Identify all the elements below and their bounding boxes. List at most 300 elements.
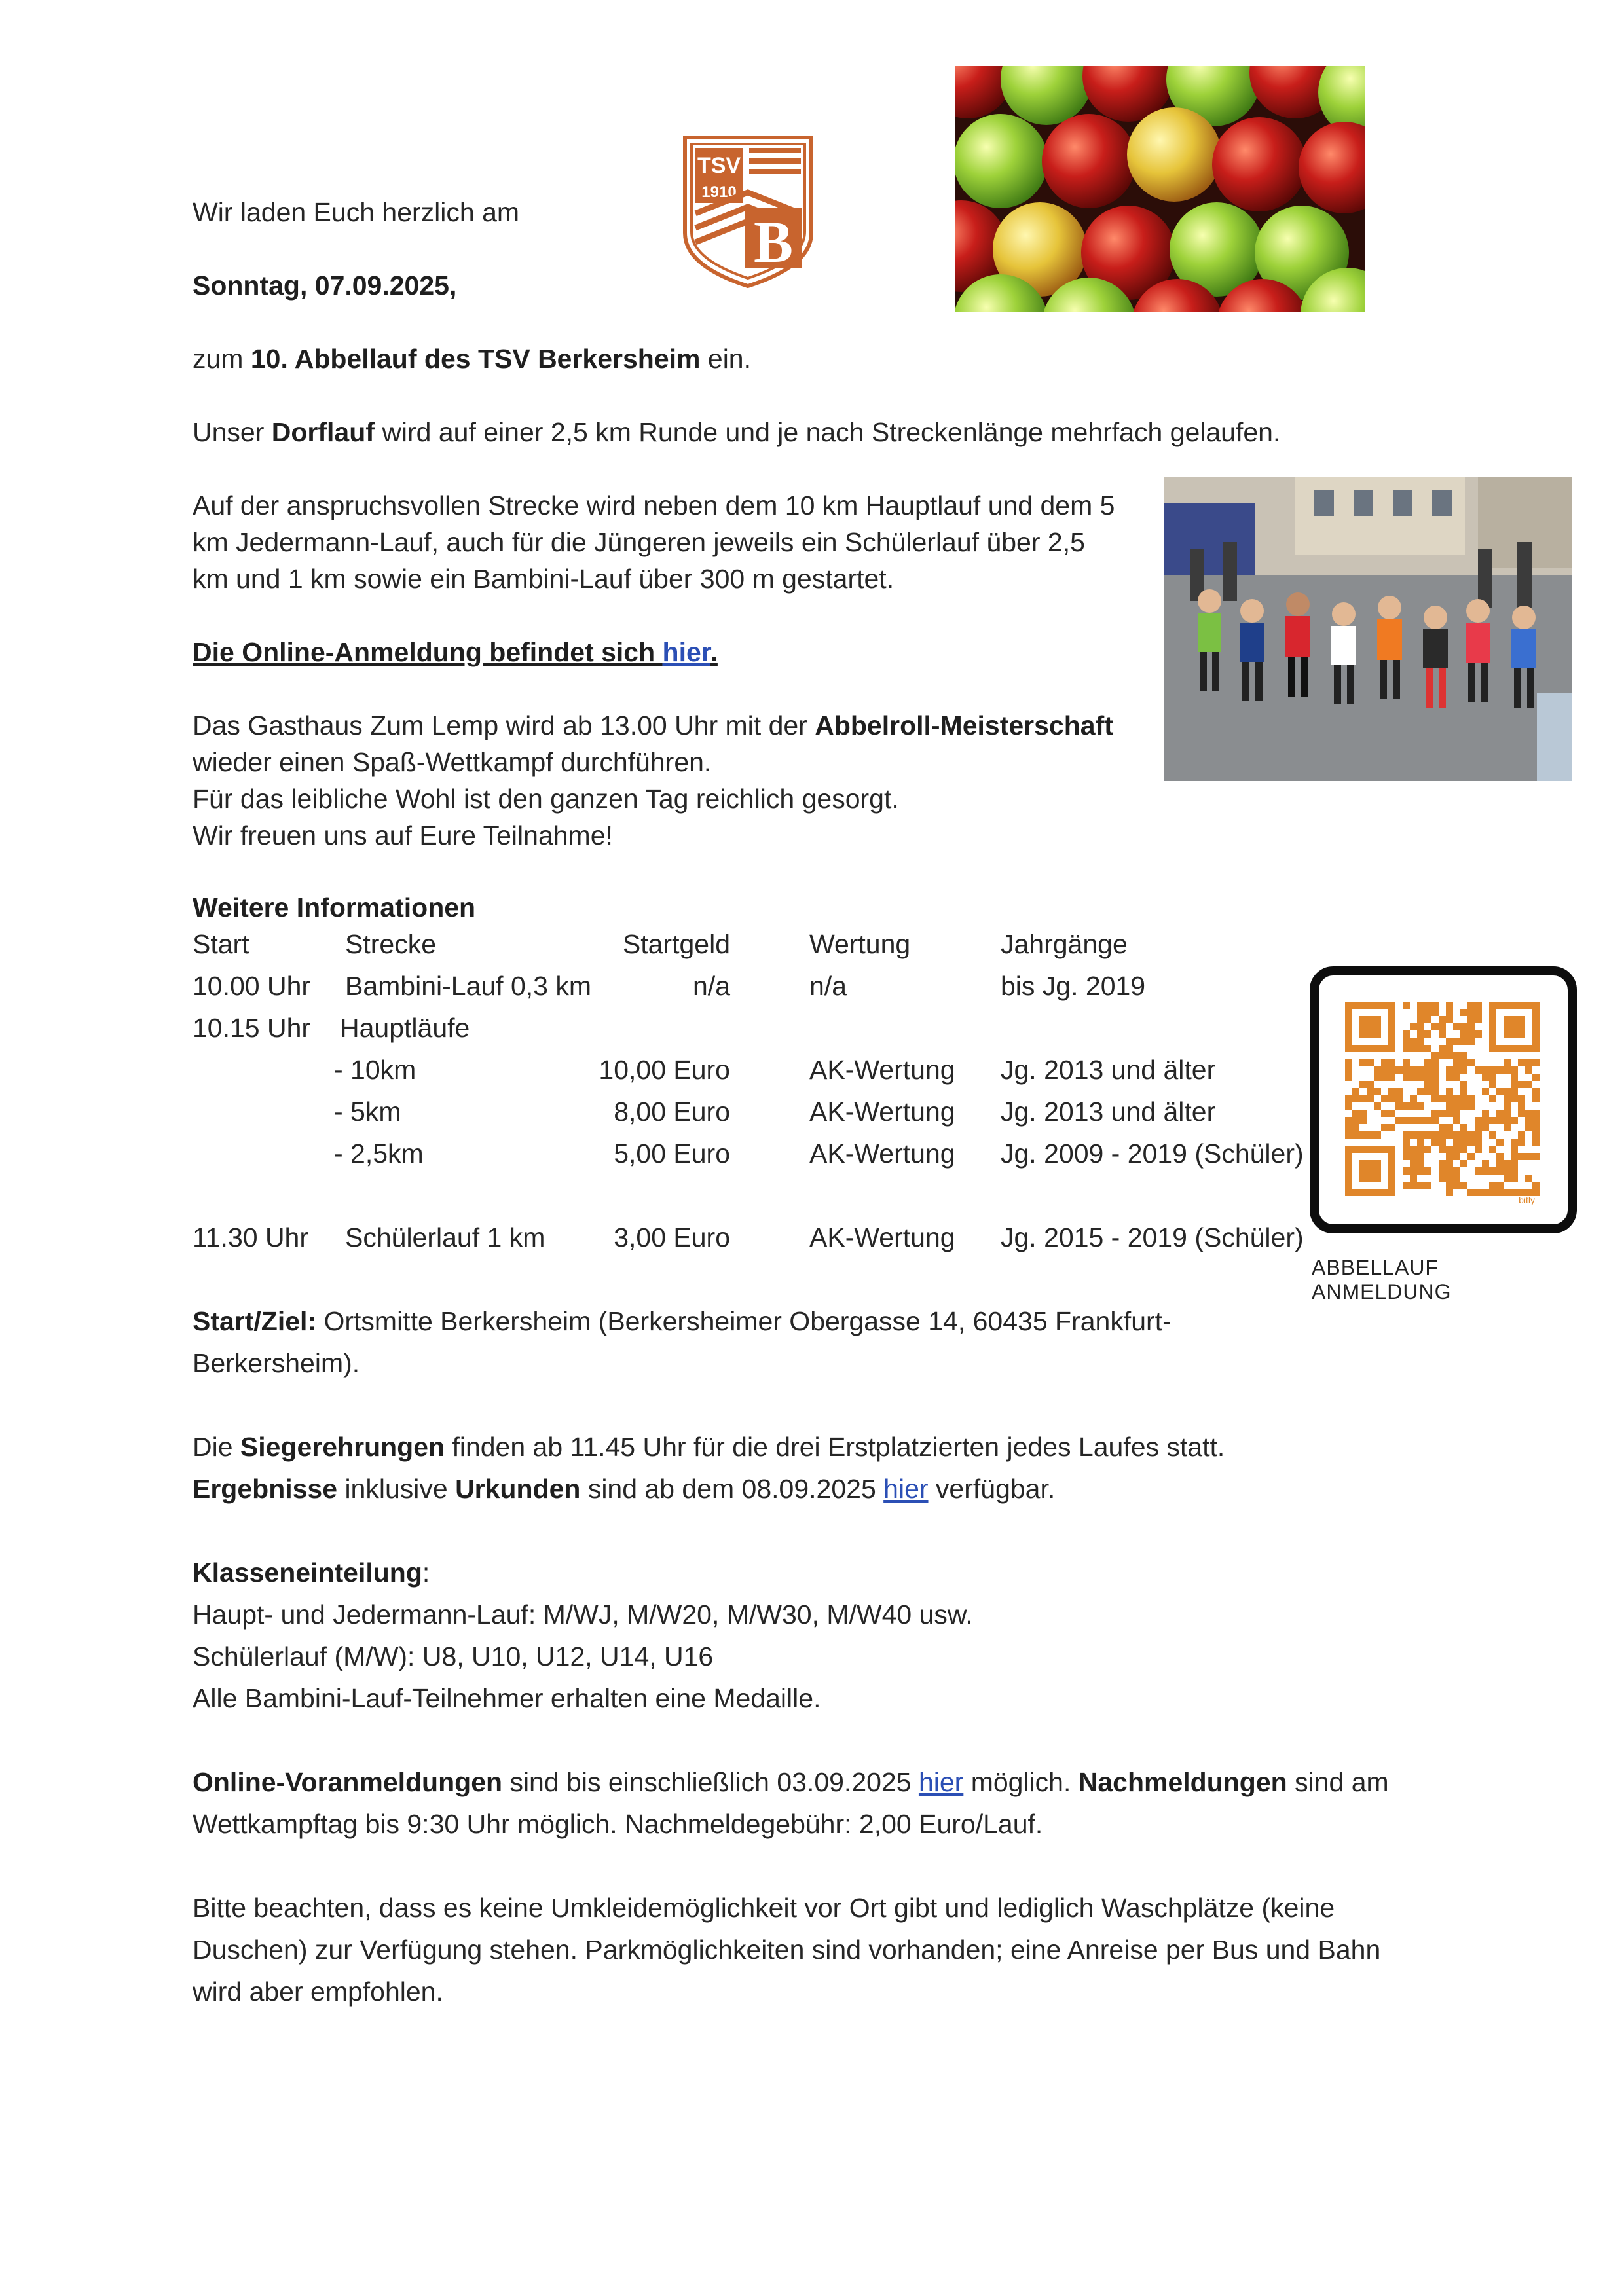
qr-module bbox=[1381, 1124, 1388, 1131]
tsv-logo bbox=[681, 135, 815, 289]
qr-module bbox=[1496, 1066, 1504, 1074]
qr-module bbox=[1403, 1045, 1410, 1052]
qr-module bbox=[1424, 1182, 1431, 1189]
logo-text-year: 1910 bbox=[701, 183, 737, 201]
qr-module bbox=[1431, 1066, 1439, 1074]
qr-module bbox=[1417, 1066, 1424, 1074]
qr-module bbox=[1439, 1175, 1446, 1182]
qr-module bbox=[1525, 1175, 1532, 1182]
qr-module bbox=[1403, 1102, 1410, 1110]
row-strecke: - 5km bbox=[334, 1097, 401, 1127]
qr-module bbox=[1431, 1074, 1439, 1081]
qr-module bbox=[1446, 1088, 1453, 1095]
col-header-wertung: Wertung bbox=[809, 929, 911, 959]
qr-module bbox=[1446, 1160, 1453, 1167]
qr-module bbox=[1482, 1074, 1489, 1081]
dorflauf-line: Unser Dorflauf wird auf einer 2,5 km Runde und je nach Streckenlänge mehrfach gelaufen. bbox=[193, 417, 1281, 447]
qr-module bbox=[1431, 1131, 1439, 1139]
qr-module bbox=[1460, 1081, 1467, 1088]
qr-module bbox=[1446, 1182, 1453, 1189]
qr-module bbox=[1453, 1102, 1460, 1110]
klassen-line-2: Schülerlauf (M/W): U8, U10, U12, U14, U16 bbox=[193, 1641, 714, 1671]
qr-module bbox=[1467, 1095, 1475, 1102]
qr-module bbox=[1518, 1059, 1525, 1066]
qr-module bbox=[1410, 1117, 1417, 1124]
qr-module bbox=[1489, 1066, 1496, 1074]
qr-module bbox=[1511, 1160, 1518, 1167]
qr-module bbox=[1475, 1016, 1482, 1023]
row-wertung: AK-Wertung bbox=[809, 1097, 955, 1127]
row-start: 11.30 Uhr bbox=[193, 1222, 309, 1252]
qr-module bbox=[1518, 1095, 1525, 1102]
qr-module bbox=[1446, 1167, 1453, 1175]
qr-module bbox=[1439, 1139, 1446, 1146]
qr-module bbox=[1511, 1175, 1518, 1182]
qr-module bbox=[1417, 1088, 1424, 1095]
qr-module bbox=[1417, 1139, 1424, 1146]
qr-module bbox=[1504, 1066, 1511, 1074]
qr-module bbox=[1439, 1023, 1446, 1030]
qr-module bbox=[1388, 1095, 1395, 1102]
qr-module bbox=[1460, 1009, 1467, 1016]
qr-module bbox=[1504, 1117, 1511, 1124]
qr-module bbox=[1446, 1045, 1453, 1052]
qr-module bbox=[1460, 1030, 1467, 1038]
qr-module bbox=[1453, 1146, 1460, 1153]
qr-module bbox=[1475, 1146, 1482, 1153]
qr-module bbox=[1467, 1030, 1475, 1038]
qr-module bbox=[1345, 1131, 1352, 1139]
qr-module bbox=[1489, 1095, 1496, 1102]
qr-module bbox=[1410, 1102, 1417, 1110]
qr-module bbox=[1460, 1102, 1467, 1110]
qr-module bbox=[1467, 1153, 1475, 1160]
qr-module bbox=[1424, 1045, 1431, 1052]
qr-module bbox=[1359, 1081, 1367, 1088]
qr-module bbox=[1431, 1052, 1439, 1059]
qr-module bbox=[1410, 1023, 1417, 1030]
qr-module bbox=[1475, 1030, 1482, 1038]
qr-module bbox=[1381, 1066, 1388, 1074]
row-wertung: AK-Wertung bbox=[809, 1139, 955, 1169]
qr-module bbox=[1467, 1139, 1475, 1146]
qr-module bbox=[1511, 1066, 1518, 1074]
qr-module bbox=[1489, 1189, 1496, 1196]
row-start: 10.00 Uhr bbox=[193, 971, 311, 1001]
qr-module bbox=[1388, 1059, 1395, 1066]
qr-module bbox=[1518, 1153, 1525, 1160]
row-startgeld: 3,00 Euro bbox=[614, 1222, 730, 1252]
logo-letter: B bbox=[753, 210, 794, 275]
qr-module bbox=[1417, 1074, 1424, 1081]
qr-module bbox=[1511, 1081, 1518, 1088]
qr-module bbox=[1453, 1175, 1460, 1182]
qr-module bbox=[1439, 1095, 1446, 1102]
qr-module bbox=[1410, 1146, 1417, 1153]
qr-module bbox=[1446, 1189, 1453, 1196]
qr-module bbox=[1496, 1153, 1504, 1160]
qr-module bbox=[1446, 1146, 1453, 1153]
row-wertung: n/a bbox=[809, 971, 847, 1001]
qr-module bbox=[1403, 1117, 1410, 1124]
qr-module bbox=[1446, 1009, 1453, 1016]
qr-module bbox=[1345, 1059, 1352, 1066]
qr-module bbox=[1467, 1059, 1475, 1066]
qr-module bbox=[1431, 1117, 1439, 1124]
qr-module bbox=[1482, 1066, 1489, 1074]
qr-module bbox=[1431, 1059, 1439, 1066]
qr-module bbox=[1475, 1117, 1482, 1124]
qr-module bbox=[1367, 1131, 1374, 1139]
qr-module bbox=[1431, 1023, 1439, 1030]
qr-module bbox=[1367, 1059, 1374, 1066]
qr-module bbox=[1482, 1160, 1489, 1167]
qr-module bbox=[1431, 1139, 1439, 1146]
qr-module bbox=[1511, 1146, 1518, 1153]
qr-module bbox=[1525, 1081, 1532, 1088]
hinweis-line-3: wird aber empfohlen. bbox=[193, 1977, 443, 2007]
row-strecke: Bambini-Lauf 0,3 km bbox=[345, 971, 592, 1001]
qr-module bbox=[1417, 1002, 1424, 1009]
qr-module bbox=[1518, 1102, 1525, 1110]
qr-module bbox=[1388, 1074, 1395, 1081]
qr-module bbox=[1460, 1052, 1467, 1059]
qr-module bbox=[1532, 1088, 1540, 1095]
qr-module bbox=[1532, 1153, 1540, 1160]
qr-module bbox=[1482, 1167, 1489, 1175]
qr-module bbox=[1410, 1182, 1417, 1189]
qr-module bbox=[1453, 1023, 1460, 1030]
qr-module bbox=[1446, 1175, 1453, 1182]
hinweis-line-1: Bitte beachten, dass es keine Umkleidemöglichkeit vor Ort gibt und lediglich Waschplätze (keine bbox=[193, 1893, 1335, 1923]
qr-module bbox=[1518, 1081, 1525, 1088]
qr-module bbox=[1511, 1095, 1518, 1102]
ergebnisse-link[interactable]: hier bbox=[883, 1474, 929, 1504]
qr-module bbox=[1410, 1045, 1417, 1052]
klassen-line-3: Alle Bambini-Lauf-Teilnehmer erhalten eine Medaille. bbox=[193, 1683, 821, 1713]
qr-module bbox=[1489, 1131, 1496, 1139]
qr-module bbox=[1359, 1131, 1367, 1139]
row-wertung: AK-Wertung bbox=[809, 1055, 955, 1085]
row-jahrgaenge: Jg. 2013 und älter bbox=[1001, 1055, 1216, 1085]
qr-module bbox=[1345, 1124, 1352, 1131]
qr-module bbox=[1439, 1146, 1446, 1153]
qr-module bbox=[1417, 1153, 1424, 1160]
qr-module bbox=[1525, 1117, 1532, 1124]
qr-module bbox=[1532, 1182, 1540, 1189]
qr-module bbox=[1518, 1131, 1525, 1139]
strecke-line-3: km und 1 km sowie ein Bambini-Lauf über 300 m gestartet. bbox=[193, 564, 895, 594]
qr-module bbox=[1417, 1016, 1424, 1023]
qr-module bbox=[1410, 1175, 1417, 1182]
row-jahrgaenge: Jg. 2015 - 2019 (Schüler) bbox=[1001, 1222, 1304, 1252]
qr-module bbox=[1453, 1139, 1460, 1146]
qr-module bbox=[1403, 1038, 1410, 1045]
qr-module bbox=[1410, 1038, 1417, 1045]
qr-module bbox=[1467, 1038, 1475, 1045]
qr-module bbox=[1417, 1038, 1424, 1045]
row-startgeld: 10,00 Euro bbox=[599, 1055, 730, 1085]
qr-module bbox=[1439, 1052, 1446, 1059]
row-strecke: - 2,5km bbox=[334, 1139, 424, 1169]
qr-module bbox=[1439, 1167, 1446, 1175]
qr-module bbox=[1532, 1095, 1540, 1102]
qr-module bbox=[1439, 1016, 1446, 1023]
qr-module bbox=[1431, 1110, 1439, 1117]
qr-module bbox=[1460, 1131, 1467, 1139]
row-wertung: AK-Wertung bbox=[809, 1222, 955, 1252]
qr-module bbox=[1467, 1131, 1475, 1139]
qr-module bbox=[1475, 1002, 1482, 1009]
qr-module bbox=[1381, 1110, 1388, 1117]
qr-module bbox=[1417, 1167, 1424, 1175]
logo-text-tsv: TSV bbox=[697, 153, 741, 178]
qr-module bbox=[1446, 1124, 1453, 1131]
qr-module bbox=[1345, 1095, 1352, 1102]
qr-module bbox=[1453, 1131, 1460, 1139]
qr-module bbox=[1388, 1088, 1395, 1095]
event-title-line: zum 10. Abbellauf des TSV Berkersheim ein. bbox=[193, 344, 751, 374]
qr-module bbox=[1381, 1074, 1388, 1081]
qr-module bbox=[1374, 1074, 1381, 1081]
qr-module bbox=[1417, 1131, 1424, 1139]
col-header-startgeld: Startgeld bbox=[622, 929, 730, 959]
qr-module bbox=[1367, 1081, 1374, 1088]
qr-module bbox=[1475, 1167, 1482, 1175]
qr-module bbox=[1453, 1074, 1460, 1081]
qr-module bbox=[1395, 1066, 1403, 1074]
qr-module bbox=[1446, 1131, 1453, 1139]
qr-module bbox=[1403, 1030, 1410, 1038]
qr-module bbox=[1431, 1088, 1439, 1095]
qr-caption: ABBELLAUF ANMELDUNG bbox=[1312, 1256, 1452, 1303]
runners-photo bbox=[1164, 477, 1572, 781]
qr-module bbox=[1352, 1110, 1359, 1117]
siegerehrung-line: Die Siegerehrungen finden ab 11.45 Uhr für die drei Erstplatzierten jedes Laufes statt. bbox=[193, 1432, 1225, 1462]
qr-module bbox=[1424, 1002, 1431, 1009]
intro-line: Wir laden Euch herzlich am bbox=[193, 197, 520, 227]
qr-module bbox=[1504, 1110, 1511, 1117]
qr-module bbox=[1504, 1095, 1511, 1102]
hinweis-line-2: Duschen) zur Verfügung stehen. Parkmöglichkeiten sind vorhanden; eine Anreise per Bus und Bahn bbox=[193, 1935, 1381, 1965]
qr-module bbox=[1439, 1045, 1446, 1052]
qr-module bbox=[1374, 1131, 1381, 1139]
qr-module bbox=[1403, 1066, 1410, 1074]
qr-module bbox=[1496, 1088, 1504, 1095]
gasthaus-line-1: Das Gasthaus Zum Lemp wird ab 13.00 Uhr mit der Abbelroll-Meisterschaft bbox=[193, 710, 1113, 740]
qr-module bbox=[1403, 1153, 1410, 1160]
qr-module bbox=[1460, 1160, 1467, 1167]
qr-module bbox=[1439, 1030, 1446, 1038]
qr-module bbox=[1345, 1117, 1352, 1124]
qr-module bbox=[1511, 1189, 1518, 1196]
qr-module bbox=[1504, 1088, 1511, 1095]
qr-module bbox=[1460, 1088, 1467, 1095]
qr-module bbox=[1410, 1160, 1417, 1167]
qr-module bbox=[1352, 1088, 1359, 1095]
qr-module bbox=[1467, 1189, 1475, 1196]
qr-module bbox=[1446, 1066, 1453, 1074]
qr-module bbox=[1439, 1160, 1446, 1167]
qr-module bbox=[1453, 1066, 1460, 1074]
qr-module bbox=[1496, 1117, 1504, 1124]
col-header-strecke: Strecke bbox=[345, 929, 436, 959]
qr-module bbox=[1453, 1182, 1460, 1189]
qr-module bbox=[1381, 1095, 1388, 1102]
qr-module bbox=[1446, 1102, 1453, 1110]
qr-module bbox=[1388, 1066, 1395, 1074]
qr-module bbox=[1489, 1074, 1496, 1081]
qr-module bbox=[1467, 1002, 1475, 1009]
qr-module bbox=[1417, 1117, 1424, 1124]
qr-module bbox=[1424, 1167, 1431, 1175]
start-ziel-line-2: Berkersheim). bbox=[193, 1348, 360, 1378]
qr-module bbox=[1460, 1095, 1467, 1102]
qr-module bbox=[1359, 1095, 1367, 1102]
qr-module bbox=[1453, 1038, 1460, 1045]
qr-module bbox=[1417, 1160, 1424, 1167]
qr-module bbox=[1496, 1110, 1504, 1117]
qr-module bbox=[1482, 1088, 1489, 1095]
qr-module bbox=[1417, 1030, 1424, 1038]
qr-module bbox=[1504, 1189, 1511, 1196]
col-header-jahrgaenge: Jahrgänge bbox=[1001, 929, 1128, 959]
row-startgeld: 8,00 Euro bbox=[614, 1097, 730, 1127]
qr-module bbox=[1496, 1139, 1504, 1146]
qr-module bbox=[1359, 1117, 1367, 1124]
qr-module bbox=[1525, 1124, 1532, 1131]
qr-module bbox=[1475, 1066, 1482, 1074]
qr-module bbox=[1367, 1095, 1374, 1102]
qr-module bbox=[1424, 1074, 1431, 1081]
qr-module bbox=[1453, 1059, 1460, 1066]
qr-module bbox=[1374, 1102, 1381, 1110]
qr-module bbox=[1482, 1110, 1489, 1117]
qr-module bbox=[1403, 1059, 1410, 1066]
qr-module bbox=[1345, 1102, 1352, 1110]
voranmeldung-line-2: Wettkampftag bis 9:30 Uhr möglich. Nachmeldegebühr: 2,00 Euro/Lauf. bbox=[193, 1809, 1043, 1839]
online-anmeldung-link[interactable]: hier bbox=[662, 637, 710, 667]
qr-module bbox=[1403, 1074, 1410, 1081]
qr-module bbox=[1504, 1059, 1511, 1066]
qr-module bbox=[1374, 1066, 1381, 1074]
qr-module bbox=[1489, 1146, 1496, 1153]
qr-module bbox=[1395, 1088, 1403, 1095]
qr-module bbox=[1475, 1189, 1482, 1196]
qr-module bbox=[1511, 1139, 1518, 1146]
qr-module bbox=[1453, 1117, 1460, 1124]
qr-module bbox=[1403, 1146, 1410, 1153]
qr-module bbox=[1525, 1059, 1532, 1066]
apples-photo bbox=[955, 66, 1365, 312]
online-anmeldung: Die Online-Anmeldung befindet sich hier. bbox=[193, 637, 718, 667]
qr-module bbox=[1424, 1066, 1431, 1074]
qr-module bbox=[1518, 1139, 1525, 1146]
qr-module bbox=[1467, 1023, 1475, 1030]
qr-module bbox=[1460, 1023, 1467, 1030]
row-jahrgaenge: Jg. 2009 - 2019 (Schüler) bbox=[1001, 1139, 1304, 1169]
qr-module bbox=[1431, 1002, 1439, 1009]
qr-module bbox=[1410, 1095, 1417, 1102]
qr-module bbox=[1453, 1167, 1460, 1175]
qr-module bbox=[1467, 1009, 1475, 1016]
qr-module bbox=[1374, 1088, 1381, 1095]
qr-module bbox=[1511, 1153, 1518, 1160]
qr-module bbox=[1352, 1124, 1359, 1131]
qr-module bbox=[1532, 1074, 1540, 1081]
qr-module bbox=[1359, 1110, 1367, 1117]
gasthaus-line-2: wieder einen Spaß-Wettkampf durchführen. bbox=[193, 747, 712, 777]
qr-module bbox=[1381, 1059, 1388, 1066]
qr-module bbox=[1489, 1167, 1496, 1175]
qr-module bbox=[1388, 1110, 1395, 1117]
qr-code[interactable] bbox=[1310, 966, 1577, 1233]
qr-module bbox=[1410, 1131, 1417, 1139]
qr-module bbox=[1439, 1131, 1446, 1139]
qr-module bbox=[1417, 1182, 1424, 1189]
voranmeldung-link[interactable]: hier bbox=[918, 1767, 964, 1797]
gasthaus-line-3: Für das leibliche Wohl ist den ganzen Tag reichlich gesorgt. bbox=[193, 784, 899, 814]
qr-module bbox=[1410, 1074, 1417, 1081]
row-jahrgaenge: bis Jg. 2019 bbox=[1001, 971, 1146, 1001]
qr-module bbox=[1475, 1124, 1482, 1131]
qr-module bbox=[1431, 1081, 1439, 1088]
qr-module bbox=[1504, 1167, 1511, 1175]
qr-module bbox=[1460, 1066, 1467, 1074]
qr-module bbox=[1511, 1074, 1518, 1081]
qr-module bbox=[1431, 1009, 1439, 1016]
qr-module bbox=[1446, 1153, 1453, 1160]
info-heading: Weitere Informationen bbox=[193, 892, 476, 922]
qr-module bbox=[1482, 1124, 1489, 1131]
qr-module bbox=[1424, 1088, 1431, 1095]
qr-module bbox=[1496, 1189, 1504, 1196]
qr-module bbox=[1475, 1139, 1482, 1146]
qr-module bbox=[1453, 1052, 1460, 1059]
col-header-start: Start bbox=[193, 929, 249, 959]
qr-module bbox=[1410, 1066, 1417, 1074]
qr-module bbox=[1403, 1139, 1410, 1146]
qr-module bbox=[1532, 1117, 1540, 1124]
qr-module bbox=[1388, 1124, 1395, 1131]
qr-module bbox=[1453, 1095, 1460, 1102]
voranmeldung-line-1: Online-Voranmeldungen sind bis einschließlich 03.09.2025 hier möglich. Nachmeldungen sind am bbox=[193, 1767, 1389, 1797]
qr-module bbox=[1482, 1189, 1489, 1196]
klassen-heading: Klasseneinteilung: bbox=[193, 1558, 430, 1588]
qr-module bbox=[1359, 1059, 1367, 1066]
row-jahrgaenge: Jg. 2013 und älter bbox=[1001, 1097, 1216, 1127]
qr-module bbox=[1496, 1160, 1504, 1167]
strecke-line-1: Auf der anspruchsvollen Strecke wird neben dem 10 km Hauptlauf und dem 5 bbox=[193, 490, 1115, 520]
start-ziel-line-1: Start/Ziel: Ortsmitte Berkersheim (Berkersheimer Obergasse 14, 60435 Frankfurt- bbox=[193, 1306, 1172, 1336]
qr-module bbox=[1460, 1059, 1467, 1066]
qr-module bbox=[1504, 1175, 1511, 1182]
qr-module bbox=[1439, 1124, 1446, 1131]
ergebnisse-line: Ergebnisse inklusive Urkunden sind ab dem 08.09.2025 hier verfügbar. bbox=[193, 1474, 1056, 1504]
qr-module bbox=[1504, 1102, 1511, 1110]
qr-module bbox=[1532, 1110, 1540, 1117]
qr-module bbox=[1460, 1038, 1467, 1045]
qr-module bbox=[1453, 1110, 1460, 1117]
qr-module bbox=[1403, 1002, 1410, 1009]
qr-module bbox=[1431, 1095, 1439, 1102]
qr-module bbox=[1460, 1146, 1467, 1153]
gasthaus-line-4: Wir freuen uns auf Eure Teilnahme! bbox=[193, 820, 613, 850]
row-strecke: - 10km bbox=[334, 1055, 416, 1085]
qr-module bbox=[1496, 1182, 1504, 1189]
qr-module bbox=[1424, 1117, 1431, 1124]
qr-module bbox=[1511, 1167, 1518, 1175]
